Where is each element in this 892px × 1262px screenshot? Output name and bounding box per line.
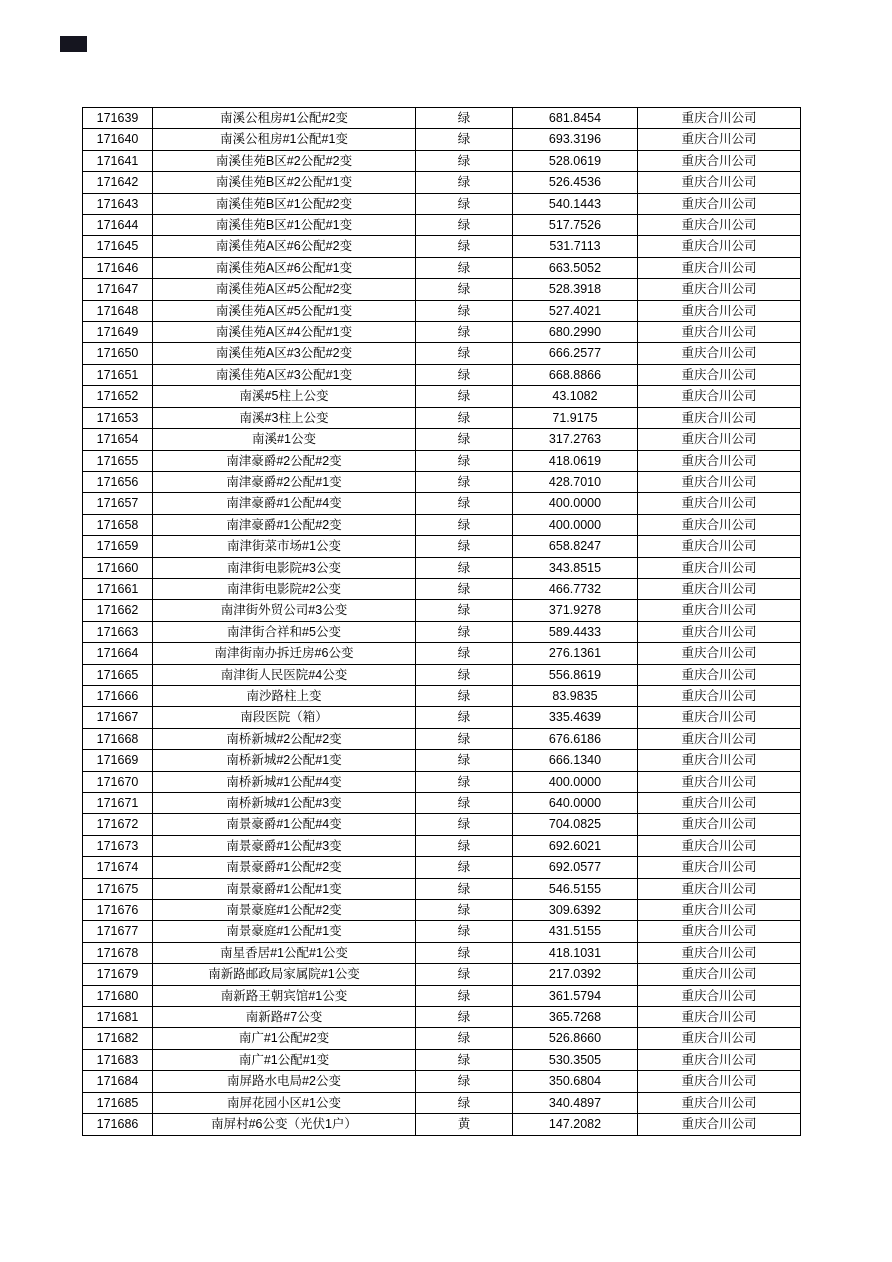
cell-status: 绿 — [416, 300, 513, 321]
cell-name: 南景豪庭#1公配#1变 — [153, 921, 416, 942]
cell-company: 重庆合川公司 — [638, 685, 801, 706]
cell-value: 71.9175 — [513, 407, 638, 428]
cell-status: 绿 — [416, 793, 513, 814]
cell-value: 418.0619 — [513, 450, 638, 471]
cell-name: 南新路#7公变 — [153, 1007, 416, 1028]
cell-status: 绿 — [416, 129, 513, 150]
cell-id: 171645 — [83, 236, 153, 257]
cell-id: 171676 — [83, 900, 153, 921]
cell-company: 重庆合川公司 — [638, 793, 801, 814]
cell-status: 绿 — [416, 664, 513, 685]
cell-company: 重庆合川公司 — [638, 985, 801, 1006]
cell-id: 171686 — [83, 1114, 153, 1135]
transformer-table — [82, 107, 801, 1136]
table-row — [83, 257, 801, 278]
cell-id: 171685 — [83, 1092, 153, 1113]
cell-name: 南津豪爵#2公配#1变 — [153, 471, 416, 492]
cell-company: 重庆合川公司 — [638, 578, 801, 599]
cell-id: 171682 — [83, 1028, 153, 1049]
table-row — [83, 1028, 801, 1049]
cell-company: 重庆合川公司 — [638, 1028, 801, 1049]
cell-status: 绿 — [416, 215, 513, 236]
cell-id: 171652 — [83, 386, 153, 407]
cell-company: 重庆合川公司 — [638, 1007, 801, 1028]
table-row — [83, 493, 801, 514]
cell-name: 南屏村#6公变（光伏1户） — [153, 1114, 416, 1135]
cell-status: 绿 — [416, 322, 513, 343]
cell-company: 重庆合川公司 — [638, 557, 801, 578]
cell-value: 43.1082 — [513, 386, 638, 407]
cell-company: 重庆合川公司 — [638, 471, 801, 492]
cell-status: 绿 — [416, 493, 513, 514]
cell-id: 171666 — [83, 685, 153, 706]
cell-name: 南溪佳苑A区#5公配#2变 — [153, 279, 416, 300]
cell-name: 南溪佳苑A区#5公配#1变 — [153, 300, 416, 321]
table-row — [83, 450, 801, 471]
cell-status: 绿 — [416, 193, 513, 214]
cell-name: 南津豪爵#1公配#2变 — [153, 514, 416, 535]
corner-marker — [60, 36, 87, 52]
table-row — [83, 172, 801, 193]
cell-value: 276.1361 — [513, 643, 638, 664]
cell-value: 400.0000 — [513, 514, 638, 535]
cell-value: 147.2082 — [513, 1114, 638, 1135]
table-row — [83, 600, 801, 621]
table-row — [83, 621, 801, 642]
cell-value: 528.3918 — [513, 279, 638, 300]
cell-value: 589.4433 — [513, 621, 638, 642]
cell-name: 南景豪爵#1公配#1变 — [153, 878, 416, 899]
cell-status: 黄 — [416, 1114, 513, 1135]
cell-value: 692.6021 — [513, 835, 638, 856]
cell-value: 680.2990 — [513, 322, 638, 343]
cell-id: 171673 — [83, 835, 153, 856]
cell-status: 绿 — [416, 878, 513, 899]
cell-company: 重庆合川公司 — [638, 643, 801, 664]
cell-status: 绿 — [416, 1049, 513, 1070]
cell-status: 绿 — [416, 450, 513, 471]
table-row — [83, 364, 801, 385]
cell-company: 重庆合川公司 — [638, 322, 801, 343]
cell-company: 重庆合川公司 — [638, 364, 801, 385]
cell-name: 南屏路水电局#2公变 — [153, 1071, 416, 1092]
table-row — [83, 921, 801, 942]
cell-company: 重庆合川公司 — [638, 407, 801, 428]
table-row — [83, 215, 801, 236]
cell-id: 171675 — [83, 878, 153, 899]
cell-id: 171662 — [83, 600, 153, 621]
cell-id: 171684 — [83, 1071, 153, 1092]
cell-value: 371.9278 — [513, 600, 638, 621]
table-row — [83, 942, 801, 963]
cell-value: 350.6804 — [513, 1071, 638, 1092]
cell-status: 绿 — [416, 814, 513, 835]
cell-status: 绿 — [416, 1071, 513, 1092]
cell-status: 绿 — [416, 600, 513, 621]
cell-company: 重庆合川公司 — [638, 257, 801, 278]
cell-company: 重庆合川公司 — [638, 1049, 801, 1070]
cell-id: 171664 — [83, 643, 153, 664]
cell-company: 重庆合川公司 — [638, 108, 801, 129]
table-row — [83, 279, 801, 300]
cell-company: 重庆合川公司 — [638, 300, 801, 321]
cell-name: 南津街人民医院#4公变 — [153, 664, 416, 685]
cell-value: 663.5052 — [513, 257, 638, 278]
table-row — [83, 707, 801, 728]
cell-status: 绿 — [416, 536, 513, 557]
cell-name: 南景豪爵#1公配#4变 — [153, 814, 416, 835]
cell-value: 556.8619 — [513, 664, 638, 685]
cell-value: 400.0000 — [513, 771, 638, 792]
table-row — [83, 578, 801, 599]
cell-value: 340.4897 — [513, 1092, 638, 1113]
cell-status: 绿 — [416, 364, 513, 385]
cell-company: 重庆合川公司 — [638, 1114, 801, 1135]
cell-id: 171642 — [83, 172, 153, 193]
cell-status: 绿 — [416, 557, 513, 578]
cell-id: 171648 — [83, 300, 153, 321]
cell-id: 171657 — [83, 493, 153, 514]
cell-name: 南新路王朝宾馆#1公变 — [153, 985, 416, 1006]
cell-id: 171681 — [83, 1007, 153, 1028]
cell-status: 绿 — [416, 685, 513, 706]
table-row — [83, 878, 801, 899]
cell-name: 南溪公租房#1公配#2变 — [153, 108, 416, 129]
table-row — [83, 429, 801, 450]
cell-company: 重庆合川公司 — [638, 236, 801, 257]
cell-value: 540.1443 — [513, 193, 638, 214]
cell-value: 466.7732 — [513, 578, 638, 599]
cell-name: 南新路邮政局家属院#1公变 — [153, 964, 416, 985]
cell-company: 重庆合川公司 — [638, 621, 801, 642]
cell-company: 重庆合川公司 — [638, 707, 801, 728]
cell-company: 重庆合川公司 — [638, 964, 801, 985]
cell-name: 南广#1公配#1变 — [153, 1049, 416, 1070]
cell-value: 531.7113 — [513, 236, 638, 257]
cell-name: 南广#1公配#2变 — [153, 1028, 416, 1049]
cell-name: 南溪#3柱上公变 — [153, 407, 416, 428]
cell-name: 南星香居#1公配#1公变 — [153, 942, 416, 963]
cell-company: 重庆合川公司 — [638, 728, 801, 749]
cell-value: 692.0577 — [513, 857, 638, 878]
table-row — [83, 129, 801, 150]
cell-status: 绿 — [416, 750, 513, 771]
table-row — [83, 1092, 801, 1113]
cell-value: 400.0000 — [513, 493, 638, 514]
cell-value: 676.6186 — [513, 728, 638, 749]
cell-company: 重庆合川公司 — [638, 215, 801, 236]
cell-value: 517.7526 — [513, 215, 638, 236]
cell-id: 171646 — [83, 257, 153, 278]
cell-value: 343.8515 — [513, 557, 638, 578]
cell-company: 重庆合川公司 — [638, 878, 801, 899]
cell-company: 重庆合川公司 — [638, 814, 801, 835]
cell-value: 668.8866 — [513, 364, 638, 385]
cell-name: 南沙路柱上变 — [153, 685, 416, 706]
cell-value: 640.0000 — [513, 793, 638, 814]
cell-name: 南津豪爵#1公配#4变 — [153, 493, 416, 514]
table-row — [83, 343, 801, 364]
cell-id: 171668 — [83, 728, 153, 749]
cell-status: 绿 — [416, 964, 513, 985]
cell-value: 317.2763 — [513, 429, 638, 450]
table-row — [83, 750, 801, 771]
cell-name: 南溪#1公变 — [153, 429, 416, 450]
cell-id: 171650 — [83, 343, 153, 364]
cell-value: 83.9835 — [513, 685, 638, 706]
cell-name: 南津街电影院#2公变 — [153, 578, 416, 599]
cell-company: 重庆合川公司 — [638, 450, 801, 471]
cell-company: 重庆合川公司 — [638, 429, 801, 450]
cell-company: 重庆合川公司 — [638, 129, 801, 150]
cell-id: 171661 — [83, 578, 153, 599]
cell-name: 南津街外贸公司#3公变 — [153, 600, 416, 621]
table-row — [83, 193, 801, 214]
cell-id: 171678 — [83, 942, 153, 963]
cell-value: 666.2577 — [513, 343, 638, 364]
cell-company: 重庆合川公司 — [638, 771, 801, 792]
table-row — [83, 1114, 801, 1135]
table-row — [83, 536, 801, 557]
table-row — [83, 557, 801, 578]
cell-name: 南溪佳苑B区#2公配#1变 — [153, 172, 416, 193]
cell-status: 绿 — [416, 429, 513, 450]
cell-status: 绿 — [416, 728, 513, 749]
cell-status: 绿 — [416, 985, 513, 1006]
cell-id: 171639 — [83, 108, 153, 129]
cell-company: 重庆合川公司 — [638, 942, 801, 963]
cell-id: 171649 — [83, 322, 153, 343]
table-row — [83, 793, 801, 814]
cell-company: 重庆合川公司 — [638, 150, 801, 171]
cell-id: 171656 — [83, 471, 153, 492]
cell-company: 重庆合川公司 — [638, 921, 801, 942]
cell-company: 重庆合川公司 — [638, 1092, 801, 1113]
table-row — [83, 407, 801, 428]
cell-status: 绿 — [416, 1092, 513, 1113]
cell-value: 530.3505 — [513, 1049, 638, 1070]
table-row — [83, 857, 801, 878]
cell-name: 南桥新城#1公配#3变 — [153, 793, 416, 814]
cell-value: 431.5155 — [513, 921, 638, 942]
cell-name: 南段医院（箱） — [153, 707, 416, 728]
cell-value: 526.4536 — [513, 172, 638, 193]
cell-company: 重庆合川公司 — [638, 1071, 801, 1092]
cell-id: 171654 — [83, 429, 153, 450]
cell-name: 南溪佳苑A区#6公配#1变 — [153, 257, 416, 278]
table-row — [83, 771, 801, 792]
table-row — [83, 985, 801, 1006]
cell-id: 171643 — [83, 193, 153, 214]
table-row — [83, 900, 801, 921]
cell-name: 南溪佳苑B区#1公配#2变 — [153, 193, 416, 214]
cell-company: 重庆合川公司 — [638, 900, 801, 921]
cell-id: 171670 — [83, 771, 153, 792]
cell-id: 171677 — [83, 921, 153, 942]
cell-name: 南桥新城#2公配#2变 — [153, 728, 416, 749]
cell-company: 重庆合川公司 — [638, 835, 801, 856]
cell-status: 绿 — [416, 835, 513, 856]
cell-name: 南溪公租房#1公配#1变 — [153, 129, 416, 150]
cell-id: 171669 — [83, 750, 153, 771]
cell-name: 南津街合祥和#5公变 — [153, 621, 416, 642]
cell-status: 绿 — [416, 279, 513, 300]
cell-name: 南溪佳苑A区#3公配#2变 — [153, 343, 416, 364]
table-row — [83, 514, 801, 535]
cell-name: 南津豪爵#2公配#2变 — [153, 450, 416, 471]
cell-company: 重庆合川公司 — [638, 493, 801, 514]
cell-id: 171672 — [83, 814, 153, 835]
cell-name: 南景豪庭#1公配#2变 — [153, 900, 416, 921]
cell-company: 重庆合川公司 — [638, 664, 801, 685]
cell-value: 528.0619 — [513, 150, 638, 171]
cell-company: 重庆合川公司 — [638, 193, 801, 214]
cell-value: 361.5794 — [513, 985, 638, 1006]
cell-id: 171679 — [83, 964, 153, 985]
cell-status: 绿 — [416, 771, 513, 792]
cell-status: 绿 — [416, 386, 513, 407]
cell-name: 南景豪爵#1公配#2变 — [153, 857, 416, 878]
cell-status: 绿 — [416, 257, 513, 278]
cell-id: 171655 — [83, 450, 153, 471]
cell-company: 重庆合川公司 — [638, 750, 801, 771]
table-row — [83, 728, 801, 749]
cell-company: 重庆合川公司 — [638, 172, 801, 193]
cell-value: 666.1340 — [513, 750, 638, 771]
cell-value: 335.4639 — [513, 707, 638, 728]
cell-status: 绿 — [416, 471, 513, 492]
cell-value: 693.3196 — [513, 129, 638, 150]
cell-status: 绿 — [416, 900, 513, 921]
cell-status: 绿 — [416, 578, 513, 599]
cell-status: 绿 — [416, 707, 513, 728]
table-row — [83, 814, 801, 835]
cell-value: 658.8247 — [513, 536, 638, 557]
table-row — [83, 300, 801, 321]
cell-name: 南津街电影院#3公变 — [153, 557, 416, 578]
cell-name: 南桥新城#1公配#4变 — [153, 771, 416, 792]
cell-company: 重庆合川公司 — [638, 536, 801, 557]
cell-id: 171641 — [83, 150, 153, 171]
cell-id: 171651 — [83, 364, 153, 385]
cell-company: 重庆合川公司 — [638, 343, 801, 364]
cell-company: 重庆合川公司 — [638, 279, 801, 300]
cell-id: 171674 — [83, 857, 153, 878]
cell-status: 绿 — [416, 407, 513, 428]
cell-id: 171659 — [83, 536, 153, 557]
cell-id: 171665 — [83, 664, 153, 685]
cell-value: 527.4021 — [513, 300, 638, 321]
cell-value: 428.7010 — [513, 471, 638, 492]
table-row — [83, 964, 801, 985]
table-row — [83, 322, 801, 343]
table-row — [83, 643, 801, 664]
table-row — [83, 386, 801, 407]
cell-status: 绿 — [416, 942, 513, 963]
table-row — [83, 1007, 801, 1028]
cell-id: 171647 — [83, 279, 153, 300]
cell-value: 418.1031 — [513, 942, 638, 963]
cell-status: 绿 — [416, 1028, 513, 1049]
table-row — [83, 236, 801, 257]
cell-value: 217.0392 — [513, 964, 638, 985]
cell-value: 309.6392 — [513, 900, 638, 921]
cell-name: 南溪佳苑A区#4公配#1变 — [153, 322, 416, 343]
cell-status: 绿 — [416, 621, 513, 642]
table-row — [83, 471, 801, 492]
cell-status: 绿 — [416, 236, 513, 257]
cell-status: 绿 — [416, 150, 513, 171]
cell-name: 南溪佳苑A区#6公配#2变 — [153, 236, 416, 257]
cell-status: 绿 — [416, 857, 513, 878]
table-row — [83, 685, 801, 706]
cell-status: 绿 — [416, 514, 513, 535]
cell-id: 171683 — [83, 1049, 153, 1070]
cell-company: 重庆合川公司 — [638, 386, 801, 407]
cell-value: 704.0825 — [513, 814, 638, 835]
cell-name: 南津街南办拆迁房#6公变 — [153, 643, 416, 664]
cell-company: 重庆合川公司 — [638, 600, 801, 621]
cell-status: 绿 — [416, 108, 513, 129]
table-row — [83, 664, 801, 685]
cell-id: 171660 — [83, 557, 153, 578]
cell-status: 绿 — [416, 1007, 513, 1028]
cell-status: 绿 — [416, 343, 513, 364]
cell-id: 171671 — [83, 793, 153, 814]
table-body — [83, 108, 801, 1136]
cell-id: 171644 — [83, 215, 153, 236]
table-row — [83, 1071, 801, 1092]
cell-id: 171667 — [83, 707, 153, 728]
cell-status: 绿 — [416, 172, 513, 193]
cell-value: 546.5155 — [513, 878, 638, 899]
cell-value: 526.8660 — [513, 1028, 638, 1049]
cell-company: 重庆合川公司 — [638, 514, 801, 535]
cell-status: 绿 — [416, 643, 513, 664]
cell-status: 绿 — [416, 921, 513, 942]
cell-value: 365.7268 — [513, 1007, 638, 1028]
table-row — [83, 150, 801, 171]
cell-name: 南景豪爵#1公配#3变 — [153, 835, 416, 856]
cell-company: 重庆合川公司 — [638, 857, 801, 878]
cell-name: 南溪佳苑B区#1公配#1变 — [153, 215, 416, 236]
table-row — [83, 835, 801, 856]
cell-id: 171640 — [83, 129, 153, 150]
cell-id: 171680 — [83, 985, 153, 1006]
cell-id: 171658 — [83, 514, 153, 535]
cell-name: 南溪#5柱上公变 — [153, 386, 416, 407]
cell-name: 南桥新城#2公配#1变 — [153, 750, 416, 771]
table-row — [83, 1049, 801, 1070]
cell-id: 171653 — [83, 407, 153, 428]
table-row — [83, 108, 801, 129]
cell-name: 南屏花园小区#1公变 — [153, 1092, 416, 1113]
cell-id: 171663 — [83, 621, 153, 642]
cell-name: 南溪佳苑A区#3公配#1变 — [153, 364, 416, 385]
cell-value: 681.8454 — [513, 108, 638, 129]
cell-name: 南津街菜市场#1公变 — [153, 536, 416, 557]
cell-name: 南溪佳苑B区#2公配#2变 — [153, 150, 416, 171]
